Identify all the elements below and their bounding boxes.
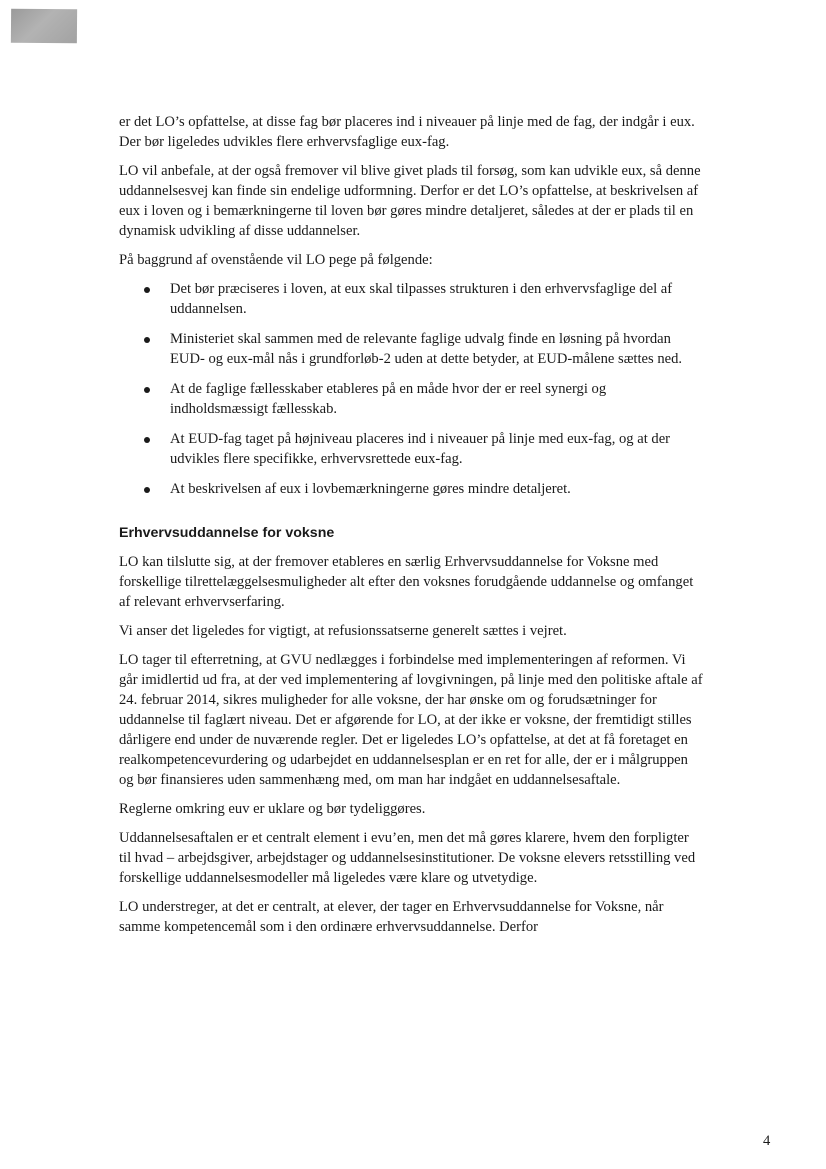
document-body	[119, 112, 704, 946]
paragraph: er det LO’s opfattelse, at disse fag bør placeres ind i niveauer på linje med de fag, der indgår i eux. Der bør ligeledes udvikles flere erhvervsfaglige eux-fag.	[119, 114, 695, 150]
scan-corner-mark	[11, 9, 77, 44]
paragraph: LO vil anbefale, at der også fremover vil blive givet plads til forsøg, som kan udvikle eux, så denne uddannelsesvej kan finde sin endelige udformning. Derfor er det LO’s opfattelse, at beskrivelsen af eux i loven og i bemærkningerne til loven bør gøres mindre detaljeret, således at der er plads til en dynamisk udvikling af disse uddannelser.	[119, 163, 701, 239]
paragraph: LO tager til efterretning, at GVU nedlægges i forbindelse med implementeringen af reformen. Vi går imidlertid ud fra, at der ved implementering af lovgivningen, på linje med den politiske aftale af 24. februar 2014, sikres muligheder for alle voksne, der har ønske om og forudsætninger for uddannelse til faglært niveau. Det er afgørende for LO, at der ikke er voksne, der fremtidigt stilles dårligere end under de nuværende regler. Det er ligeledes LO’s opfattelse, at det at få foretaget en realkompetencevurdering og udarbejdet en uddannelsesplan er en ret for alle, der er i målgruppen og bør finansieres uden sammenhæng med, om man har indgået en uddannelsesaftale.	[119, 652, 703, 788]
bullet-text: Ministeriet skal sammen med de relevante faglige udvalg finde en løsning på hvordan EUD- og eux-mål nås i grundforløb-2 uden at dette betyder, at EUD-målene sættes ned.	[170, 331, 683, 367]
bullet-text: At EUD-fag taget på højniveau placeres ind i niveauer på linje med eux-fag, og at der udvikles flere specifikke, erhvervsrettede eux-fag.	[170, 431, 671, 467]
paragraph: LO kan tilslutte sig, at der fremover etableres en særlig Erhvervsuddannelse for Voksne med forskellige tilrettelæggelsesmuligheder alt efter den voksnes forudgående uddannelse og omfanget af relevant erhvervserfaring.	[119, 554, 694, 610]
bullet-item	[119, 429, 704, 469]
bullet-item	[119, 279, 704, 319]
bullet-text: At beskrivelsen af eux i lovbemærkningerne gøres mindre detaljeret.	[170, 481, 571, 497]
paragraph: Uddannelsesaftalen er et centralt element i evu’en, men det må gøres klarere, hvem den forpligter til hvad – arbejdsgiver, arbejdstager og uddannelsesinstitutioner. De voksne elevers retsstilling ved forskellige uddannelsesmodeller må ligeledes være klare og utvetydige.	[119, 830, 696, 886]
bullet-icon	[144, 337, 150, 343]
section-heading: Erhvervsuddannelse for voksne	[119, 525, 335, 541]
bullet-item	[119, 329, 704, 369]
bullet-item	[119, 479, 704, 499]
paragraph: Reglerne omkring euv er uklare og bør tydeliggøres.	[119, 801, 426, 817]
bullet-icon	[144, 387, 150, 393]
paragraph: På baggrund af ovenstående vil LO pege på følgende:	[119, 252, 433, 268]
page-number: 4	[763, 1133, 771, 1149]
paragraph: LO understreger, at det er centralt, at elever, der tager en Erhvervsuddannelse for Voksne, når samme kompetencemål som i den ordinære erhvervsuddannelse. Derfor	[119, 899, 664, 935]
bullet-text: At de faglige fællesskaber etableres på en måde hvor der er reel synergi og indholdsmæssigt fællesskab.	[170, 381, 607, 417]
bullet-icon	[144, 287, 150, 293]
paragraph: Vi anser det ligeledes for vigtigt, at refusionssatserne generelt sættes i vejret.	[119, 623, 567, 639]
bullet-icon	[144, 487, 150, 493]
bullet-list	[119, 279, 704, 499]
bullet-text: Det bør præciseres i loven, at eux skal tilpasses strukturen i den erhvervsfaglige del af uddannelsen.	[170, 281, 673, 317]
bullet-item	[119, 379, 704, 419]
bullet-icon	[144, 437, 150, 443]
